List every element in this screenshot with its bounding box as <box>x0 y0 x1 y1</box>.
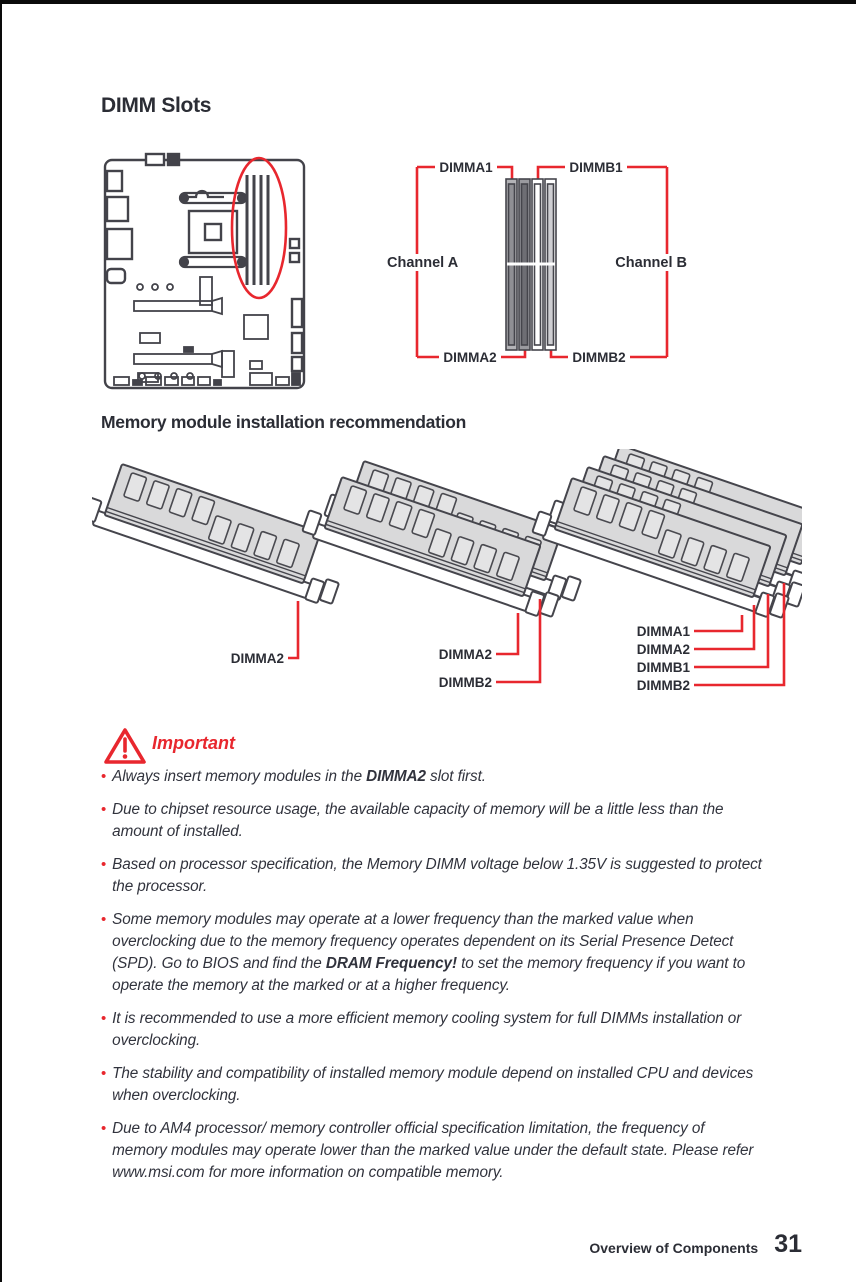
fig3-label-dimma2: DIMMA2 <box>636 642 690 657</box>
important-list <box>101 766 763 1195</box>
bullet-dot: • <box>101 1010 107 1028</box>
important-bullet: • Always insert memory modules in the DIMMA2 slot first. <box>101 766 763 788</box>
bullet-dot: • <box>101 801 107 819</box>
footer-page-number: 31 <box>774 1230 802 1258</box>
label-dimma1: DIMMA1 <box>439 160 493 175</box>
fig2-label-dimma2: DIMMA2 <box>438 647 492 662</box>
fig2-label-dimmb2: DIMMB2 <box>438 675 492 690</box>
important-bullet: • The stability and compatibility of installed memory module depend on installed CPU and devices when overclocking. <box>101 1063 763 1107</box>
important-bullet: • Based on processor specification, the Memory DIMM voltage below 1.35V is suggested to protect the processor. <box>101 854 763 898</box>
warning-icon <box>103 726 147 766</box>
important-heading: Important <box>152 733 235 753</box>
figure-one-module <box>92 457 353 666</box>
important-bullet: • It is recommended to use a more efficient memory cooling system for full DIMMs installation or overclocking. <box>101 1008 763 1052</box>
important-bullet: • Some memory modules may operate at a lower frequency than the marked value when overclocking due to the memory frequency operates dependent on its Serial Presence Detect (SPD). Go to BIOS and find the DRAM Frequency! to set the memory frequency if you want to operate the memory at the marked or at a higher frequency. <box>101 909 763 997</box>
fig3-label-dimmb2: DIMMB2 <box>636 678 690 693</box>
figure-four-modules <box>531 449 802 693</box>
memory-installation-figures <box>92 449 802 709</box>
label-channel-b: Channel B <box>615 255 687 271</box>
bullet-dot: • <box>101 1065 107 1083</box>
bullet-dot: • <box>101 911 107 929</box>
fig1-label-dimma2: DIMMA2 <box>230 651 284 666</box>
label-dimmb2: DIMMB2 <box>572 350 626 365</box>
page-footer <box>589 1230 802 1259</box>
bullet-dot: • <box>101 768 107 785</box>
section-subtitle: Memory module installation recommendation <box>101 412 466 432</box>
motherboard-diagram <box>102 151 307 391</box>
fig3-label-dimma1: DIMMA1 <box>636 624 690 639</box>
page-title: DIMM Slots <box>101 94 212 117</box>
fig3-label-dimmb1: DIMMB1 <box>636 660 690 675</box>
dimm-slots-diagram <box>387 154 687 374</box>
footer-section-title: Overview of Components <box>589 1239 759 1256</box>
figure-two-modules <box>301 454 595 690</box>
bullet-dot: • <box>101 1120 107 1138</box>
label-dimmb1: DIMMB1 <box>569 160 623 175</box>
important-bullet: • Due to chipset resource usage, the available capacity of memory will be a little less than the amount of installed. <box>101 799 763 843</box>
important-bullet: • Due to AM4 processor/ memory controller official specification limitation, the frequency of memory modules may operate lower than the marked value under the default state. Please refer www.msi.com for more information on compatible memory. <box>101 1118 763 1184</box>
bullet-dot: • <box>101 856 107 874</box>
label-channel-a: Channel A <box>387 255 459 271</box>
label-dimma2: DIMMA2 <box>443 350 497 365</box>
